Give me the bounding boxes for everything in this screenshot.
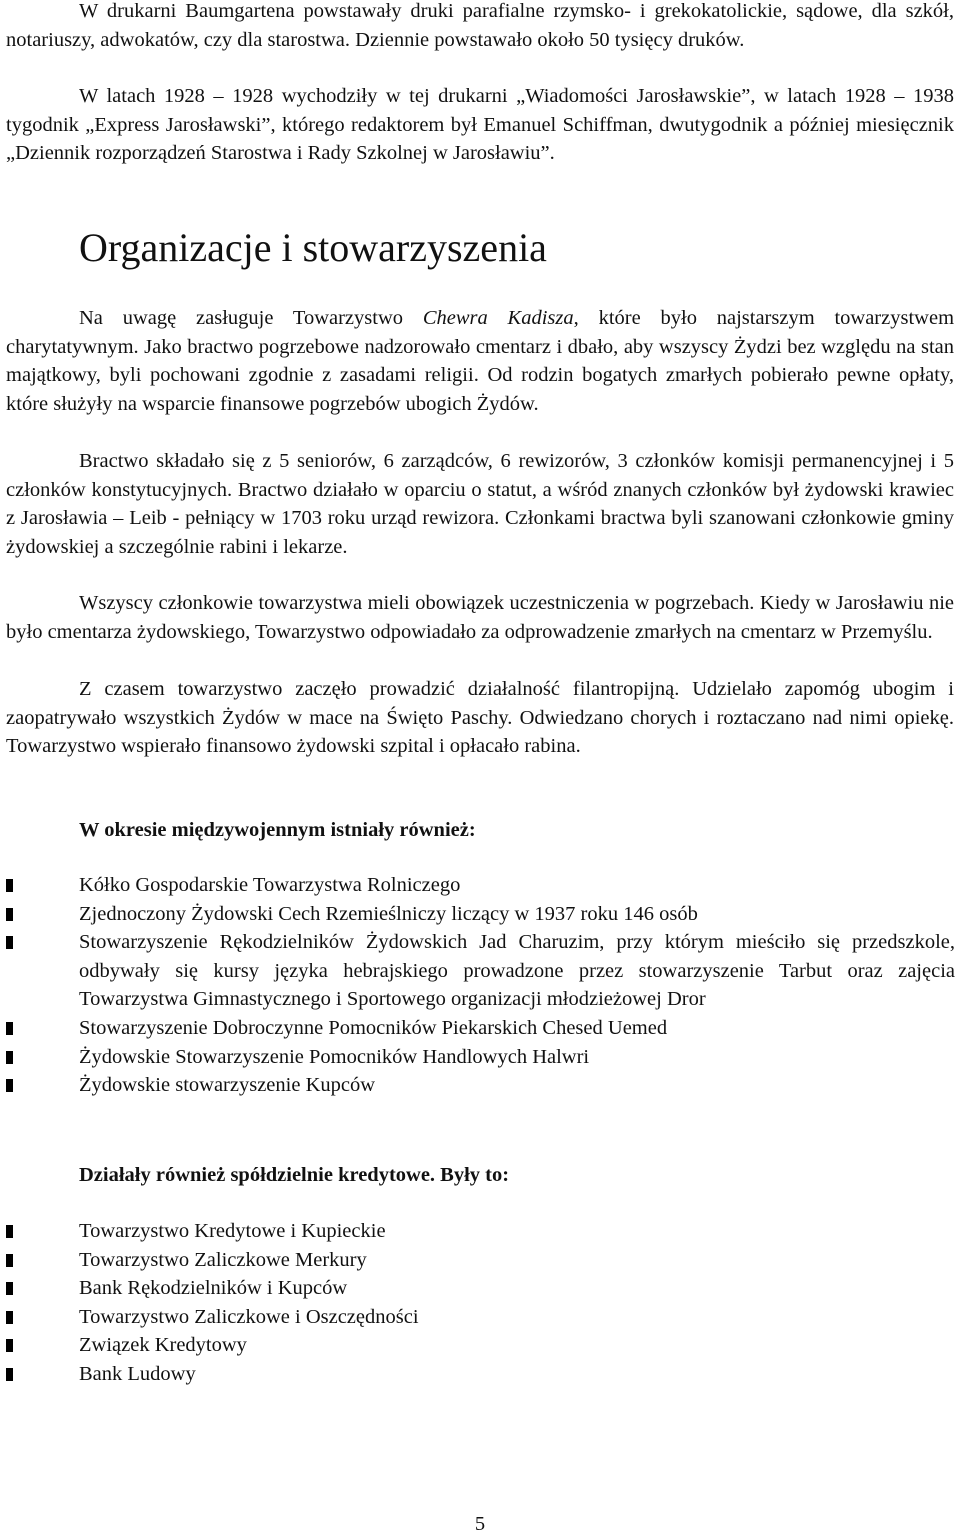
section-heading: Organizacje i stowarzyszenia: [79, 225, 547, 270]
list-item: Żydowskie stowarzyszenie Kupców: [0, 1071, 955, 1100]
list-item: Bank Rękodzielników i Kupców: [0, 1274, 955, 1303]
society-name-italic: Chewra Kadisza: [422, 307, 574, 329]
list-item: Stowarzyszenie Dobroczynne Pomocników Piekarskich Chesed Uemed: [0, 1014, 955, 1043]
paragraph-funerals: Wszyscy członkowie towarzystwa mieli obowiązek uczestniczenia w pogrzebach. Kiedy w Jarosławiu nie było cmentarza żydowskiego, Towarzystwo odpowiadało za odprowadzenie zmarłych na cmentarz w Przemyślu.: [6, 592, 954, 643]
bullet-icon: [6, 908, 13, 921]
paragraph-chewra-kadisza: Na uwagę zasługuje Towarzystwo Chewra Kadisza, które było najstarszym towarzystwem charytatywnym. Jako bractwo pogrzebowe nadzorowało cmentarz i dbało, aby wszyscy Żydzi bez względu na stan majątkowy, byli pochowani zgodnie z zasadami religii. Od rodzin bogatych zmarłych pobierało pewne opłaty, które służyły na wsparcie finansowe pogrzebów ubogich Żydów.: [6, 307, 955, 415]
list-item: Kółko Gospodarskie Towarzystwa Rolniczego: [0, 871, 955, 900]
credit-cooperatives-list: [0, 1217, 960, 1389]
paragraph-philanthropy: Z czasem towarzystwo zaczęło prowadzić działalność filantropijną. Udzielało zapomóg ubogim i zaopatrywało wszystkich Żydów w mace na Święto Paschy. Odwiedzano chorych i roztaczano nad nimi opiekę. Towarzystwo wspierało finansowo żydowski szpital i opłacało rabina.: [6, 678, 954, 758]
bullet-icon: [6, 1051, 13, 1064]
bullet-icon: [6, 1079, 13, 1092]
list-item: Żydowskie Stowarzyszenie Pomocników Handlowych Halwri: [0, 1043, 955, 1072]
list-item: Towarzystwo Zaliczkowe i Oszczędności: [0, 1303, 955, 1332]
list-item: Związek Kredytowy: [0, 1331, 955, 1360]
bullet-icon: [6, 1311, 13, 1324]
page-number: 5: [474, 1513, 486, 1535]
paragraph-printing-house: W drukarni Baumgartena powstawały druki parafialne rzymsko- i grekokatolickie, sądowe, dla szkół, notariuszy, adwokatów, czy dla starostwa. Dziennie powstawało około 50 tysięcy druków.: [6, 0, 954, 51]
list-item: Zjednoczony Żydowski Cech Rzemieślniczy liczący w 1937 roku 146 osób: [0, 900, 955, 929]
paragraph-brotherhood-members: Bractwo składało się z 5 seniorów, 6 zarządców, 6 rewizorów, 3 członków komisji permanencyjnej i 5 członków konstytucyjnych. Bractwo działało w oparciu o statut, a wśród znanych członków był żydowski krawiec z Jarosławia – Leib - pełniący w 1703 roku urząd rewizora. Członkami bractwa byli szanowani członkowie gminy żydowskiej a szczególnie rabini i lekarze.: [6, 450, 954, 558]
list-item: Stowarzyszenie Rękodzielników Żydowskich Jad Charuzim, przy którym mieściło się przedszkole, odbywały się kursy języka hebrajskiego prowadzone przez stowarzyszenie Tarbut oraz zajęcia Towarzystwa Gimnastycznego i Sportowego organizacji młodzieżowej Dror: [0, 928, 955, 1014]
paragraph-newspapers: W latach 1928 – 1928 wychodziły w tej drukarni „Wiadomości Jarosławskie”, w latach 1928 – 1938 tygodnik „Express Jarosławski”, którego redaktorem był Emanuel Schiffman, dwutygodnik a później miesięcznik „Dziennik rozporządzeń Starostwa i Rady Szkolnej w Jarosławiu”.: [6, 85, 954, 165]
bullet-icon: [6, 1254, 13, 1267]
list-item: Towarzystwo Kredytowe i Kupieckie: [0, 1217, 955, 1246]
bullet-icon: [6, 1022, 13, 1035]
bullet-icon: [6, 1368, 13, 1381]
interwar-organizations-title: W okresie międzywojennym istniały również:: [79, 819, 476, 841]
list-item: Bank Ludowy: [0, 1360, 955, 1389]
credit-cooperatives-title: Działały również spółdzielnie kredytowe. Były to:: [79, 1164, 510, 1186]
bullet-icon: [6, 1339, 13, 1352]
bullet-icon: [6, 936, 13, 949]
list-item: Towarzystwo Zaliczkowe Merkury: [0, 1246, 955, 1275]
bullet-icon: [6, 879, 13, 892]
bullet-icon: [6, 1282, 13, 1295]
bullet-icon: [6, 1225, 13, 1238]
interwar-organizations-list: [0, 871, 960, 1100]
